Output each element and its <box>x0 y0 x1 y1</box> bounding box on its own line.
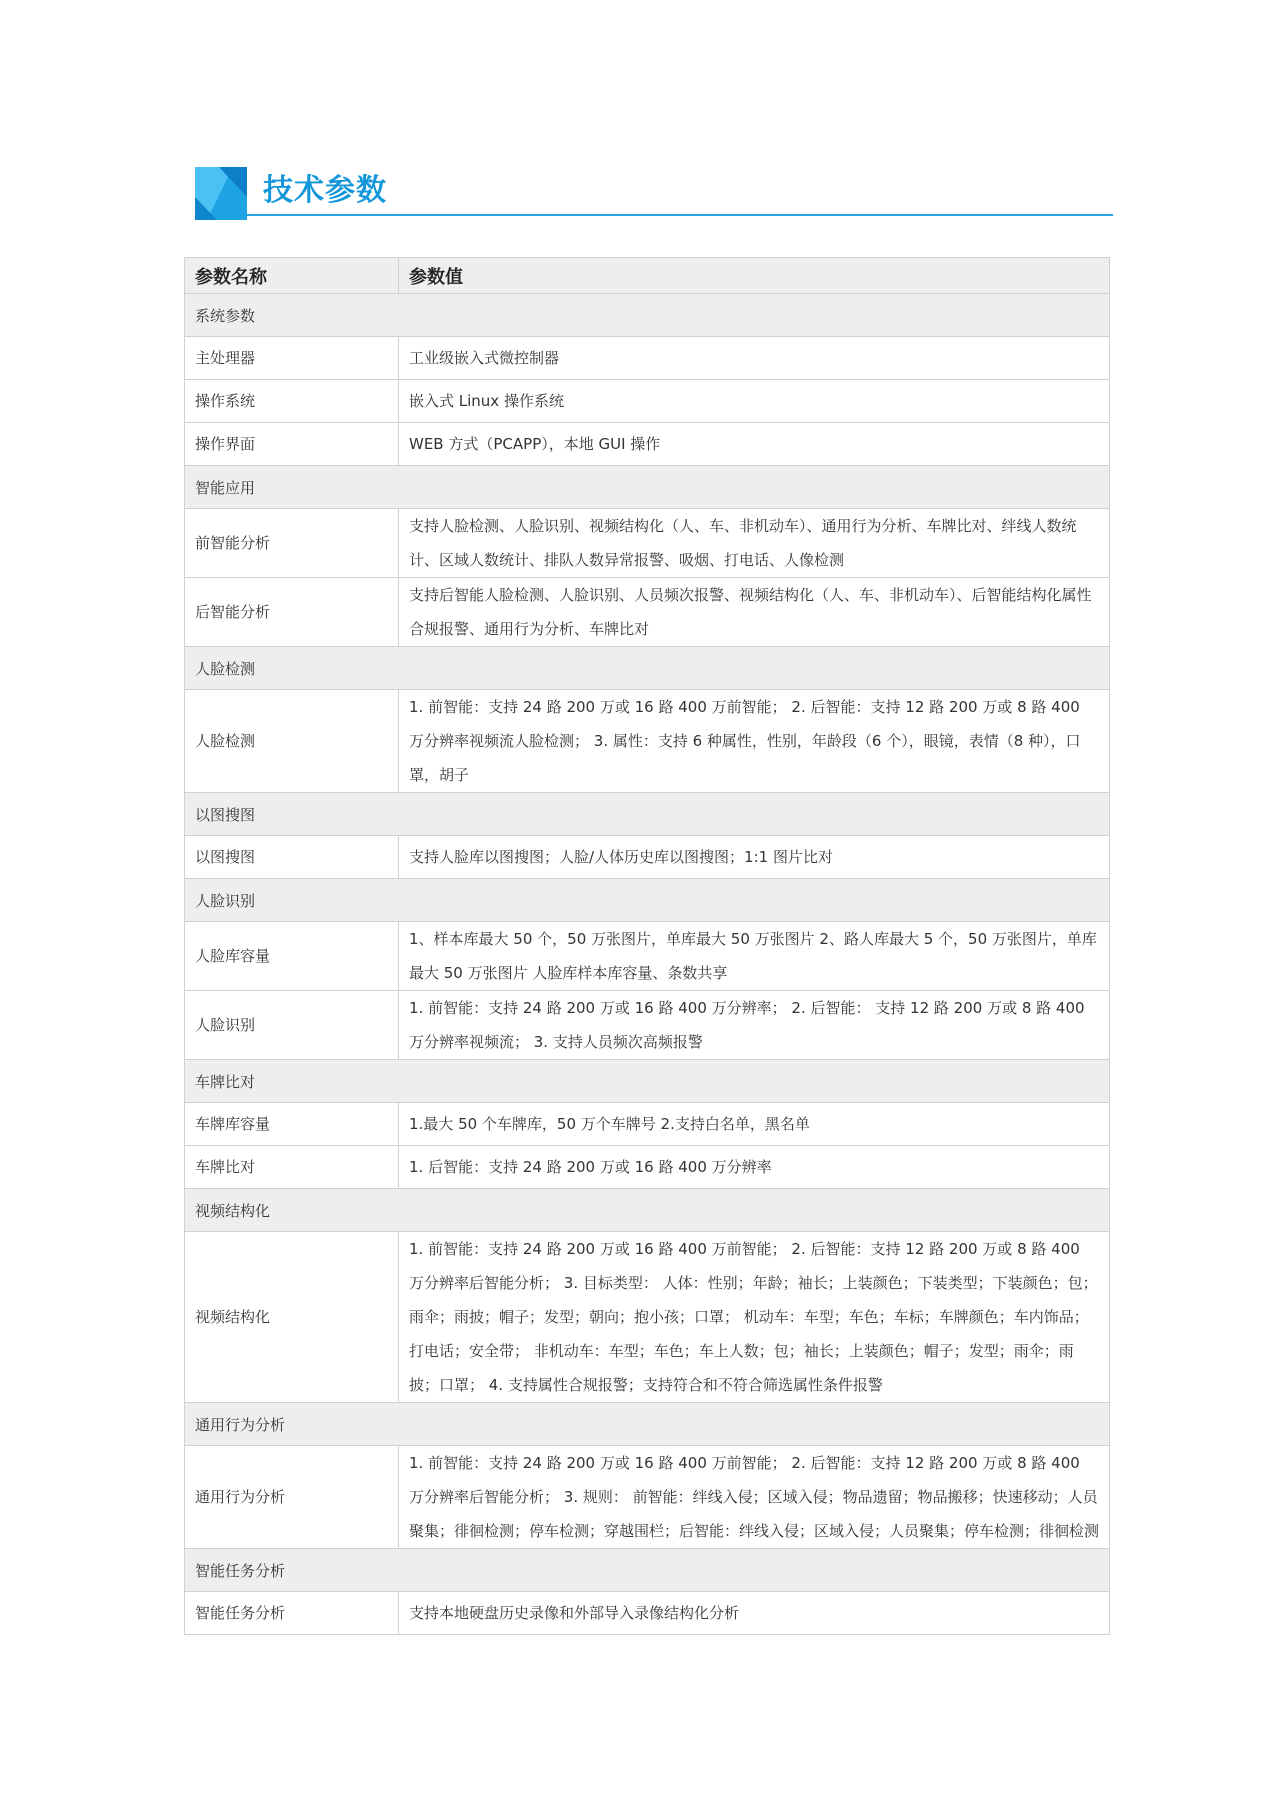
section-title-video-structuring: 视频结构化 <box>185 1189 1110 1232</box>
table-row <box>185 509 1110 578</box>
section-title: 技术参数 <box>263 173 387 208</box>
param-name: 后智能分析 <box>185 578 399 647</box>
section-logo-icon <box>195 167 247 220</box>
section-title-behavior-analysis: 通用行为分析 <box>185 1403 1110 1446</box>
param-name: 以图搜图 <box>185 836 399 879</box>
section-title-face-detection: 人脸检测 <box>185 647 1110 690</box>
param-name: 人脸库容量 <box>185 922 399 991</box>
section-header <box>195 167 1113 220</box>
section-row <box>185 1060 1110 1103</box>
param-name: 通用行为分析 <box>185 1446 399 1549</box>
table-row <box>185 1592 1110 1635</box>
param-name: 前智能分析 <box>185 509 399 578</box>
param-value: 支持人脸检测、人脸识别、视频结构化（人、车、非机动车）、通用行为分析、车牌比对、绊线人数统计、区域人数统计、排队人数异常报警、吸烟、打电话、人像检测 <box>399 509 1110 578</box>
section-row <box>185 1549 1110 1592</box>
param-value: 1. 前智能：支持 24 路 200 万或 16 路 400 万前智能； 2. 后智能：支持 12 路 200 万或 8 路 400 万分辨率后智能分析； 3. 目标类型： 人体：性别；年龄；袖长；上装颜色；下装类型；下装颜色；包；雨伞；雨披；帽子；发型；朝向；抱小孩；口罩； 机动车：车型；车色；车标；车牌颜色；车内饰品；打电话；安全带； 非机动车：车型；车色；车上人数；包；袖长；上装颜色；帽子；发型；雨伞；雨披；口罩； 4. 支持属性合规报警；支持符合和不符合筛选属性条件报警 <box>399 1232 1110 1403</box>
section-title-system: 系统参数 <box>185 294 1110 337</box>
section-row <box>185 647 1110 690</box>
param-value: 支持人脸库以图搜图；人脸/人体历史库以图搜图；1:1 图片比对 <box>399 836 1110 879</box>
param-name: 主处理器 <box>185 337 399 380</box>
section-row <box>185 793 1110 836</box>
table-row <box>185 423 1110 466</box>
table-row <box>185 1446 1110 1549</box>
param-value: 1. 前智能：支持 24 路 200 万或 16 路 400 万前智能； 2. 后智能：支持 12 路 200 万或 8 路 400 万分辨率后智能分析； 3. 规则： 前智能：绊线入侵；区域入侵；物品遗留；物品搬移；快速移动；人员聚集；徘徊检测；停车检测；穿越围栏；后智能：绊线入侵；区域入侵；人员聚集；停车检测；徘徊检测 <box>399 1446 1110 1549</box>
table-row <box>185 380 1110 423</box>
param-value: 1. 后智能：支持 24 路 200 万或 16 路 400 万分辨率 <box>399 1146 1110 1189</box>
param-value: 嵌入式 Linux 操作系统 <box>399 380 1110 423</box>
param-value: 1、样本库最大 50 个，50 万张图片，单库最大 50 万张图片 2、路人库最大 5 个，50 万张图片，单库最大 50 万张图片 人脸库样本库容量、条数共享 <box>399 922 1110 991</box>
param-name: 人脸识别 <box>185 991 399 1060</box>
param-name: 人脸检测 <box>185 690 399 793</box>
table-row <box>185 578 1110 647</box>
section-title-face-recognition: 人脸识别 <box>185 879 1110 922</box>
table-row <box>185 1232 1110 1403</box>
param-value: WEB 方式（PCAPP），本地 GUI 操作 <box>399 423 1110 466</box>
section-row <box>185 466 1110 509</box>
section-title-plate-compare: 车牌比对 <box>185 1060 1110 1103</box>
section-row <box>185 1403 1110 1446</box>
param-name: 智能任务分析 <box>185 1592 399 1635</box>
table-row <box>185 1103 1110 1146</box>
table-row <box>185 690 1110 793</box>
table-row <box>185 836 1110 879</box>
param-name: 车牌比对 <box>185 1146 399 1189</box>
param-value: 1. 前智能：支持 24 路 200 万或 16 路 400 万分辨率； 2. 后智能： 支持 12 路 200 万或 8 路 400 万分辨率视频流； 3. 支持人员频次高频报警 <box>399 991 1110 1060</box>
section-row <box>185 879 1110 922</box>
param-name: 视频结构化 <box>185 1232 399 1403</box>
section-title-smart-apps: 智能应用 <box>185 466 1110 509</box>
column-header-name: 参数名称 <box>185 258 399 294</box>
param-value: 工业级嵌入式微控制器 <box>399 337 1110 380</box>
param-value: 1.最大 50 个车牌库，50 万个车牌号 2.支持白名单，黑名单 <box>399 1103 1110 1146</box>
param-name: 操作界面 <box>185 423 399 466</box>
table-row <box>185 337 1110 380</box>
spec-table <box>184 257 1110 1635</box>
section-title-image-search: 以图搜图 <box>185 793 1110 836</box>
section-row <box>185 1189 1110 1232</box>
param-name: 车牌库容量 <box>185 1103 399 1146</box>
table-row <box>185 922 1110 991</box>
param-name: 操作系统 <box>185 380 399 423</box>
section-title-task-analysis: 智能任务分析 <box>185 1549 1110 1592</box>
table-row <box>185 991 1110 1060</box>
table-header-row <box>185 258 1110 294</box>
param-value: 支持后智能人脸检测、人脸识别、人员频次报警、视频结构化（人、车、非机动车）、后智能结构化属性合规报警、通用行为分析、车牌比对 <box>399 578 1110 647</box>
param-value: 1. 前智能：支持 24 路 200 万或 16 路 400 万前智能； 2. 后智能：支持 12 路 200 万或 8 路 400 万分辨率视频流人脸检测； 3. 属性：支持 6 种属性，性别，年龄段（6 个），眼镜，表情（8 种），口罩，胡子 <box>399 690 1110 793</box>
table-row <box>185 1146 1110 1189</box>
column-header-value: 参数值 <box>399 258 1110 294</box>
section-row <box>185 294 1110 337</box>
header-divider <box>247 214 1113 216</box>
param-value: 支持本地硬盘历史录像和外部导入录像结构化分析 <box>399 1592 1110 1635</box>
